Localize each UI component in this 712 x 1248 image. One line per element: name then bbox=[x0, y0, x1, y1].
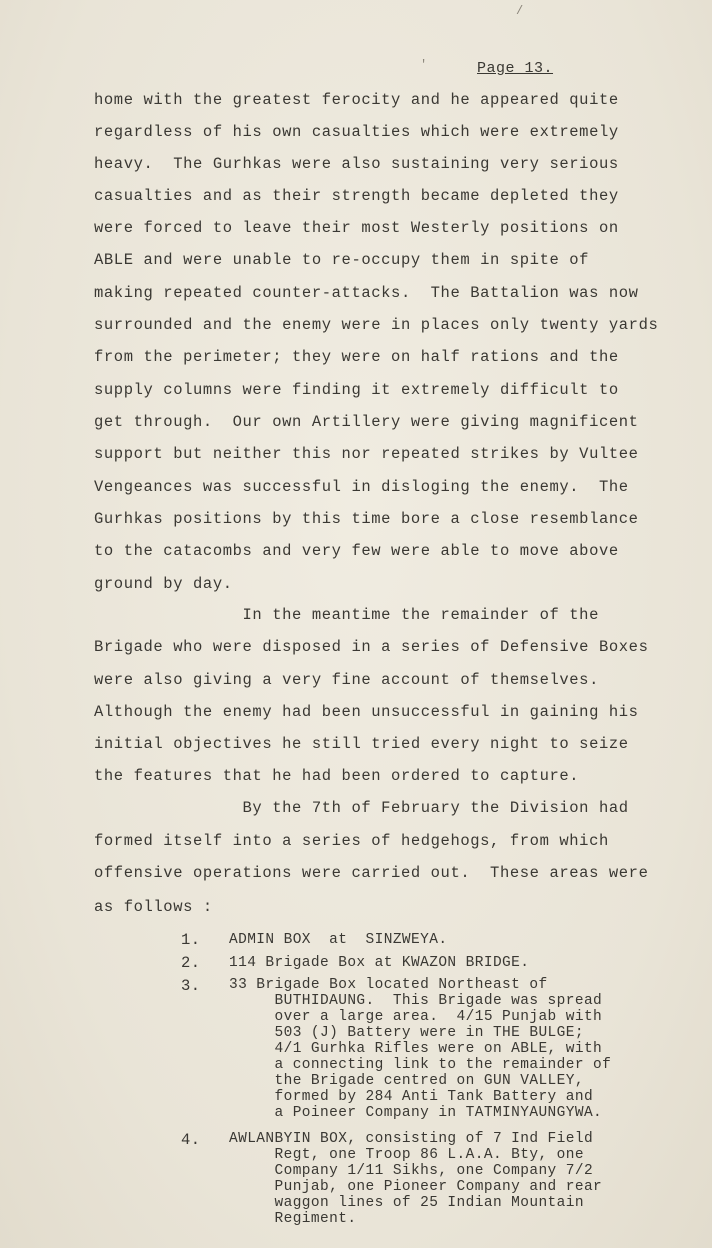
text-line: making repeated counter-attacks. The Battalion was now bbox=[94, 284, 639, 302]
list-item-number: 1. bbox=[181, 931, 201, 949]
list-item-text: the Brigade centred on GUN VALLEY, bbox=[229, 1073, 584, 1089]
text-line: In the meantime the remainder of the bbox=[94, 606, 599, 624]
list-item-number: 2. bbox=[181, 954, 201, 972]
text-line: Gurhkas positions by this time bore a close resemblance bbox=[94, 510, 639, 528]
text-line: initial objectives he still tried every night to seize bbox=[94, 735, 629, 753]
text-line: offensive operations were carried out. These areas were bbox=[94, 864, 649, 882]
list-item-text: 33 Brigade Box located Northeast of bbox=[229, 977, 548, 993]
text-line: casualties and as their strength became depleted they bbox=[94, 187, 619, 205]
text-line: support but neither this nor repeated strikes by Vultee bbox=[94, 445, 639, 463]
page-number: Page 13. bbox=[477, 60, 554, 77]
text-line: Vengeances was successful in disloging the enemy. The bbox=[94, 478, 629, 496]
text-line: ABLE and were unable to re-occupy them in spite of bbox=[94, 251, 590, 269]
text-line: Brigade who were disposed in a series of Defensive Boxes bbox=[94, 638, 649, 656]
text-line: to the catacombs and very few were able to move above bbox=[94, 542, 619, 560]
list-item-text: over a large area. 4/15 Punjab with bbox=[229, 1009, 603, 1025]
text-line: from the perimeter; they were on half rations and the bbox=[94, 348, 619, 366]
pencil-mark: ' bbox=[420, 58, 428, 72]
list-item-text: 503 (J) Battery were in THE BULGE; bbox=[229, 1025, 584, 1041]
text-line: the features that he had been ordered to capture. bbox=[94, 767, 580, 785]
list-item-text: BUTHIDAUNG. This Brigade was spread bbox=[229, 993, 603, 1009]
list-item-text: Company 1/11 Sikhs, one Company 7/2 bbox=[229, 1163, 594, 1179]
list-item-text: Regt, one Troop 86 L.A.A. Bty, one bbox=[229, 1147, 584, 1163]
list-item-text: Punjab, one Pioneer Company and rear bbox=[229, 1179, 603, 1195]
list-item-text: a Poineer Company in TATMINYAUNGYWA. bbox=[229, 1105, 603, 1121]
list-item-text: 4/1 Gurhka Rifles were on ABLE, with bbox=[229, 1041, 603, 1057]
text-line: were forced to leave their most Westerly positions on bbox=[94, 219, 619, 237]
text-line: Although the enemy had been unsuccessful in gaining his bbox=[94, 703, 639, 721]
list-item-text: formed by 284 Anti Tank Battery and bbox=[229, 1089, 594, 1105]
text-line: formed itself into a series of hedgehogs, from which bbox=[94, 832, 609, 850]
text-line: supply columns were finding it extremely difficult to bbox=[94, 381, 619, 399]
text-line: By the 7th of February the Division had bbox=[94, 799, 629, 817]
list-item-text: Regiment. bbox=[229, 1211, 357, 1227]
text-line: as follows : bbox=[94, 898, 213, 916]
list-item-number: 4. bbox=[181, 1131, 201, 1149]
text-line: regardless of his own casualties which were extremely bbox=[94, 123, 619, 141]
text-line: ground by day. bbox=[94, 575, 233, 593]
list-item-text: AWLANBYIN BOX, consisting of 7 Ind Field bbox=[229, 1131, 594, 1147]
text-line: surrounded and the enemy were in places only twenty yards bbox=[94, 316, 659, 334]
list-item-text: ADMIN BOX at SINZWEYA. bbox=[229, 932, 448, 948]
list-item-text: 114 Brigade Box at KWAZON BRIDGE. bbox=[229, 955, 530, 971]
text-line: were also giving a very fine account of themselves. bbox=[94, 671, 599, 689]
list-item-text: a connecting link to the remainder of bbox=[229, 1057, 612, 1073]
text-line: get through. Our own Artillery were giving magnificent bbox=[94, 413, 639, 431]
text-line: home with the greatest ferocity and he appeared quite bbox=[94, 91, 619, 109]
list-item-number: 3. bbox=[181, 977, 201, 995]
list-item-text: waggon lines of 25 Indian Mountain bbox=[229, 1195, 584, 1211]
pencil-mark: / bbox=[516, 4, 524, 18]
text-line: heavy. The Gurhkas were also sustaining very serious bbox=[94, 155, 619, 173]
